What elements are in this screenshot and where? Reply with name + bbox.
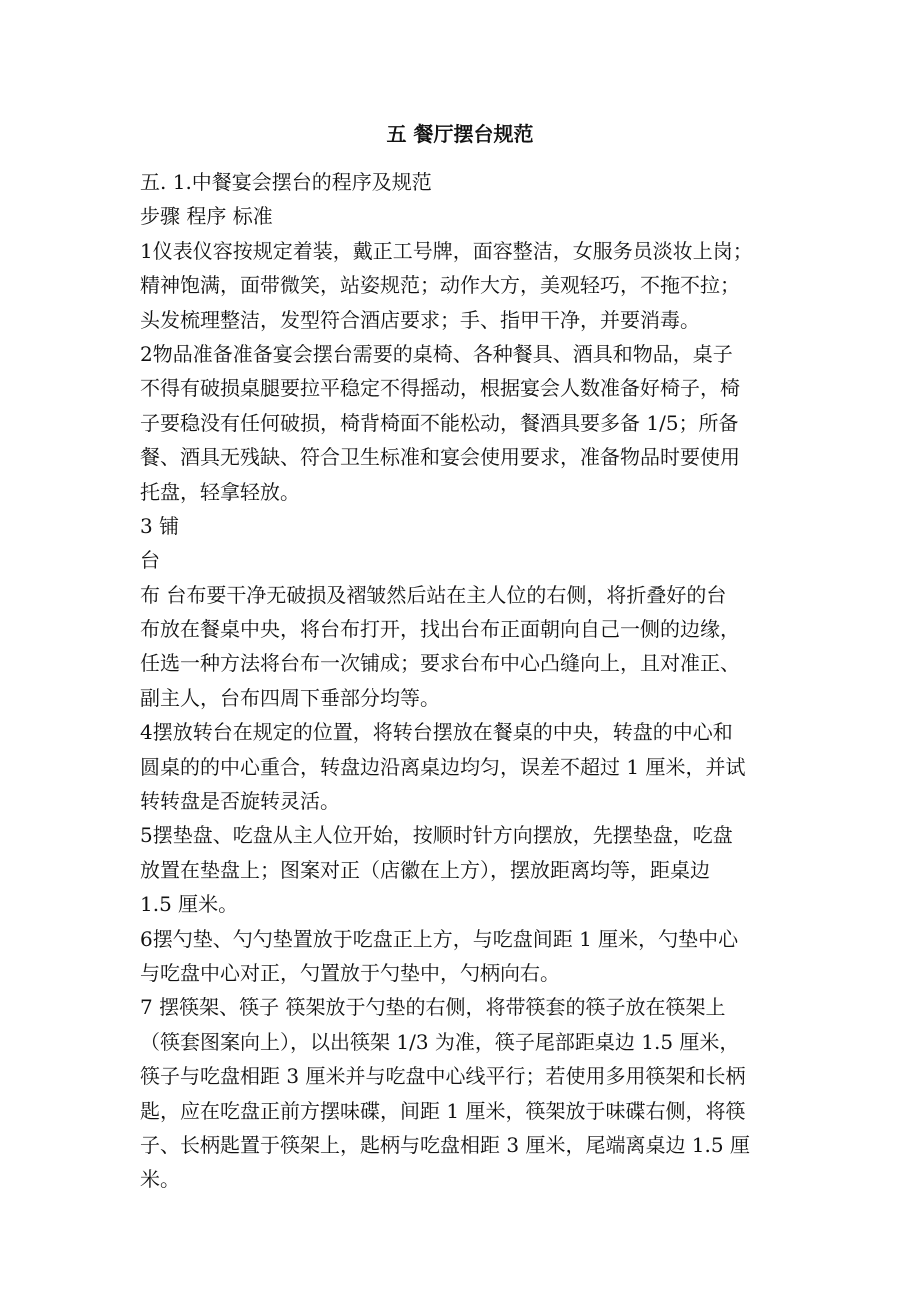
body-line: 步骤 程序 标准 [140, 204, 273, 229]
body-line: 精神饱满，面带微笑，站姿规范；动作大方，美观轻巧，不拖不拉； [140, 273, 740, 298]
body-line: 五. 1.中餐宴会摆台的程序及规范 [140, 170, 432, 194]
body-line: 任选一种方法将台布一次铺成；要求台布中心凸缝向上，且对准正、 [140, 651, 740, 676]
body-line: 2物品准备准备宴会摆台需要的桌椅、各种餐具、酒具和物品，桌子 [140, 341, 733, 366]
body-line: 5摆垫盘、吃盘从主人位开始，按顺时针方向摆放，先摆垫盘，吃盘 [140, 823, 733, 848]
body-line: 台 [140, 548, 160, 573]
body-line: 托盘，轻拿轻放。 [140, 479, 300, 504]
body-line: 7 摆筷架、筷子 筷架放于勺垫的右侧，将带筷套的筷子放在筷架上 [140, 995, 726, 1020]
body-line: 放置在垫盘上；图案对正（店徽在上方），摆放距离均等，距桌边 [140, 857, 710, 882]
body-line: 头发梳理整洁，发型符合酒店要求；手、指甲干净，并要消毒。 [140, 307, 700, 332]
body-line: 与吃盘中心对正，勺置放于勺垫中，勺柄向右。 [140, 960, 560, 985]
body-line: 筷子与吃盘相距 3 厘米并与吃盘中心线平行；若使用多用筷架和长柄 [140, 1064, 746, 1089]
body-line: 3 铺 [140, 513, 180, 538]
body-line: 1仪表仪容按规定着装，戴正工号牌，面容整洁，女服务员淡妆上岗； [140, 238, 753, 263]
body-line: 转转盘是否旋转灵活。 [140, 789, 340, 814]
body-line: 4摆放转台在规定的位置，将转台摆放在餐桌的中央，转盘的中心和 [140, 720, 733, 745]
body-line: 布放在餐桌中央，将台布打开，找出台布正面朝向自己一侧的边缘， [140, 617, 740, 642]
body-line: 不得有破损桌腿要拉平稳定不得摇动，根据宴会人数准备好椅子，椅 [140, 376, 740, 401]
body-line: 圆桌的的中心重合，转盘边沿离桌边均匀，误差不超过 1 厘米，并试 [140, 754, 746, 779]
body-line: 副主人，台布四周下垂部分均等。 [140, 685, 440, 710]
body-line: 1.5 厘米。 [140, 892, 239, 917]
body-line: 匙，应在吃盘正前方摆味碟，间距 1 厘米，筷架放于味碟右侧，将筷 [140, 1098, 746, 1123]
body-line: （筷套图案向上），以出筷架 1/3 为准，筷子尾部距桌边 1.5 厘米， [140, 1029, 740, 1054]
document-body [140, 165, 790, 1197]
body-line: 6摆勺垫、勺勺垫置放于吃盘正上方，与吃盘间距 1 厘米，勺垫中心 [140, 926, 739, 951]
body-line: 子、长柄匙置于筷架上，匙柄与吃盘相距 3 厘米，尾端离桌边 1.5 厘 [140, 1132, 750, 1157]
body-line: 餐、酒具无残缺、符合卫生标准和宴会使用要求，准备物品时要使用 [140, 445, 740, 470]
body-line: 米。 [140, 1167, 180, 1192]
body-line: 布 台布要干净无破损及褶皱然后站在主人位的右侧，将折叠好的台 [140, 582, 727, 607]
body-line: 子要稳没有任何破损，椅背椅面不能松动，餐酒具要多备 1/5；所备 [140, 410, 739, 435]
document-title: 五 餐厅摆台规范 [386, 122, 534, 146]
